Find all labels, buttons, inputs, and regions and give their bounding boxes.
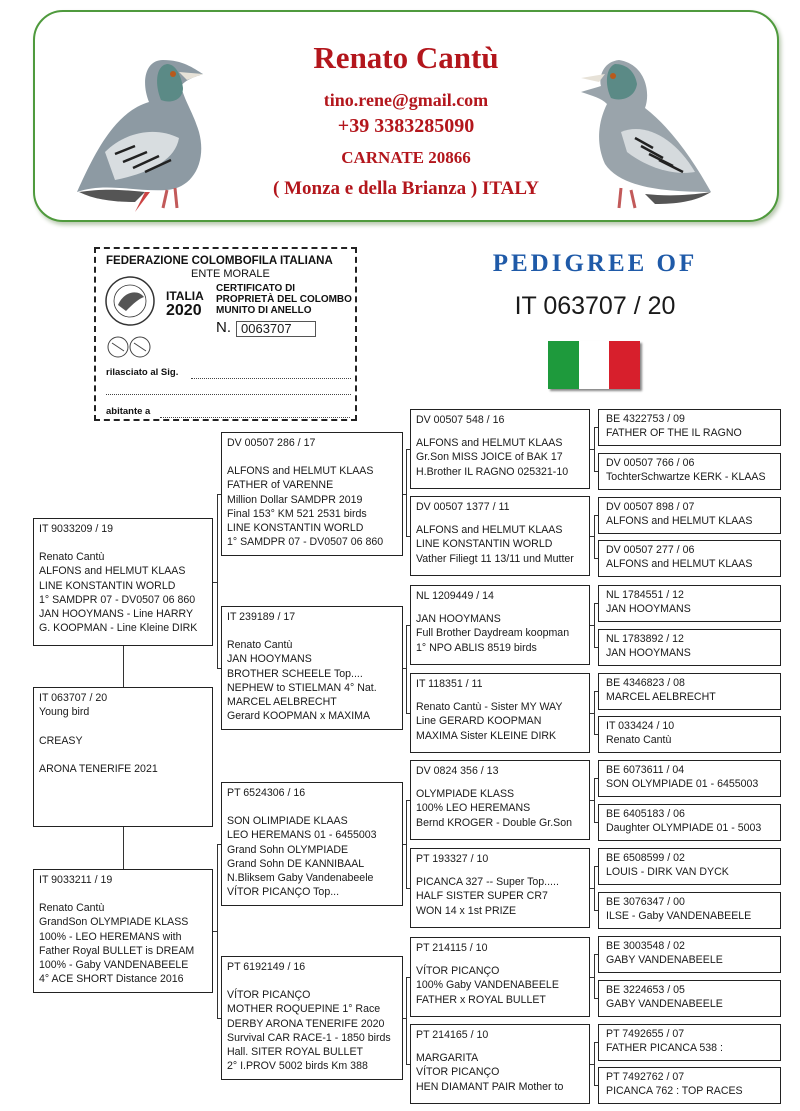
sire-line: 1° SAMDPR 07 - DV0507 06 860 <box>39 593 196 606</box>
subject-line <box>39 748 207 762</box>
great-grandparent-ring: DV 00507 1377 / 11 <box>416 501 510 513</box>
issued-to-line <box>191 378 351 379</box>
ancestor-ring: DV 00507 898 / 07 <box>606 501 695 513</box>
ancestor-line: JAN HOOYMANS <box>606 603 691 616</box>
great-grandparent-box <box>410 673 590 753</box>
grandparent-line: Gerard KOOPMAN x MAXIMA <box>227 710 371 723</box>
great-grandparent-line: HEN DIAMANT PAIR Mother to <box>416 1080 564 1093</box>
grandparent-ring: PT 6192149 / 16 <box>227 961 306 973</box>
grandparent-box <box>221 432 403 556</box>
great-grandparent-ring: NL 1209449 / 14 <box>416 590 494 602</box>
sire-box <box>33 518 213 646</box>
connector-line <box>590 977 594 978</box>
great-grandparent-ring: PT 214165 / 10 <box>416 1029 489 1041</box>
connector-line <box>590 888 594 889</box>
ancestor-line: FATHER PICANCA 538 : <box>606 1042 723 1055</box>
subject-line: CREASY <box>39 734 83 747</box>
great-grandparent-line: 1° NPO ABLIS 8519 birds <box>416 641 537 654</box>
sire-line: LINE KONSTANTIN WORLD <box>39 579 176 592</box>
great-grandparent-box <box>410 496 590 576</box>
great-grandparent-line: FATHER x ROYAL BULLET <box>416 993 546 1006</box>
connector-line <box>594 427 595 471</box>
great-grandparent-line: VÍTOR PICANÇO <box>416 1066 500 1079</box>
italy-flag-icon <box>548 341 640 389</box>
connector-line <box>406 800 407 888</box>
grandparent-line: Grand Sohn DE KANNIBAAL <box>227 857 365 870</box>
cert-title-1: CERTIFICATO DI <box>216 283 296 294</box>
grandparent-line: JAN HOOYMANS <box>227 653 312 666</box>
great-grandparent-ring: PT 193327 / 10 <box>416 853 489 865</box>
connector-line <box>403 1018 406 1019</box>
cert-year: 2020 <box>166 302 202 319</box>
grandparent-line: VÍTOR PICANÇO Top... <box>227 886 340 899</box>
subject-ring: IT 063707 / 20 <box>39 692 108 704</box>
grandparent-line: MARCEL AELBRECHT <box>227 696 337 709</box>
ancestor-box <box>598 936 781 973</box>
grandparent-line: DERBY ARONA TENERIFE 2020 <box>227 1017 385 1030</box>
ancestor-line: LOUIS - DIRK VAN DYCK <box>606 866 729 879</box>
ancestor-box <box>598 673 781 710</box>
connector-line <box>594 515 595 558</box>
ancestor-line: FATHER OF THE IL RAGNO <box>606 427 742 440</box>
grandparent-line: Renato Cantù <box>227 639 293 652</box>
flag-red <box>609 341 640 389</box>
great-grandparent-box <box>410 848 590 928</box>
great-grandparent-line: ALFONS and HELMUT KLAAS <box>416 524 563 537</box>
sire-line: G. KOOPMAN - Line Kleine DIRK <box>39 622 198 635</box>
ancestor-ring: DV 00507 277 / 06 <box>606 544 695 556</box>
grandparent-line: FATHER of VARENNE <box>227 479 334 492</box>
grandparent-line: LINE KONSTANTIN WORLD <box>227 522 364 535</box>
grandparent-line: NEPHEW to STIELMAN 4° Nat. <box>227 681 377 694</box>
great-grandparent-box <box>410 937 590 1017</box>
grandparent-line: Final 153° KM 521 2531 birds <box>227 507 367 520</box>
ancestor-ring: NL 1783892 / 12 <box>606 633 684 645</box>
ancestor-box <box>598 892 781 929</box>
header-banner <box>33 10 779 222</box>
ancestor-line: SON OLYMPIADE 01 - 6455003 <box>606 778 759 791</box>
federation-seal-icon <box>104 275 156 327</box>
great-grandparent-line: Line GERARD KOOPMAN <box>416 715 542 728</box>
connector-line <box>406 625 407 713</box>
great-grandparent-box <box>410 409 590 489</box>
grandparent-line: N.Bliksem Gaby Vandenabeele <box>227 872 374 885</box>
connector-line <box>123 827 124 869</box>
dam-line: 4° ACE SHORT Distance 2016 <box>39 973 184 986</box>
ancestor-box <box>598 409 781 446</box>
ancestor-ring: IT 033424 / 10 <box>606 720 675 732</box>
dam-box <box>33 869 213 993</box>
great-grandparent-line: OLYMPIADE KLASS <box>416 788 515 801</box>
grandparent-line: Hall. SITER ROYAL BULLET <box>227 1046 363 1059</box>
grandparent-line: ALFONS and HELMUT KLAAS <box>227 465 374 478</box>
ancestor-box <box>598 804 781 841</box>
ancestor-ring: PT 7492655 / 07 <box>606 1028 685 1040</box>
ancestor-line: TochterSchwartze KERK - KLAAS <box>606 471 766 484</box>
grandparent-box <box>221 782 403 906</box>
connector-line <box>406 449 407 536</box>
breeder-phone: +39 3383285090 <box>337 115 475 137</box>
federation-name: FEDERAZIONE COLOMBOFILA ITALIANA <box>106 255 333 267</box>
pedigree-ring-number: IT 063707 / 20 <box>514 292 676 320</box>
dam-ring: IT 9033211 / 19 <box>39 874 113 886</box>
living-at-label: abitante a <box>106 406 151 417</box>
ancestor-box <box>598 540 781 577</box>
pedigree-title: PEDIGREE OF <box>492 250 698 277</box>
ancestor-line: PICANCA 762 : TOP RACES <box>606 1085 743 1098</box>
great-grandparent-box <box>410 1024 590 1104</box>
connector-line <box>590 713 594 714</box>
dam-line: 100% - LEO HEREMANS with <box>39 930 182 943</box>
grandparent-line: LEO HEREMANS 01 - 6455003 <box>227 829 377 842</box>
sire-line: JAN HOOYMANS - Line HARRY <box>39 608 194 621</box>
great-grandparent-box <box>410 585 590 665</box>
cert-title-3: MUNITO DI ANELLO <box>216 305 312 316</box>
great-grandparent-line: MARGARITA <box>416 1052 479 1065</box>
cert-title-2: PROPRIETÀ DEL COLOMBO <box>216 294 352 305</box>
ancestor-ring: BE 6405183 / 06 <box>606 808 685 820</box>
great-grandparent-line: Renato Cantù - Sister MY WAY <box>416 701 563 714</box>
ancestor-ring: BE 6073611 / 04 <box>606 764 685 776</box>
breeder-name: Renato Cantù <box>313 40 499 75</box>
ancestor-line: ALFONS and HELMUT KLAAS <box>606 515 753 528</box>
great-grandparent-line: Bernd KROGER - Double Gr.Son <box>416 816 573 829</box>
grandparent-line: VÍTOR PICANÇO <box>227 989 311 1002</box>
sire-line: Renato Cantù <box>39 551 105 564</box>
ancestor-ring: DV 00507 766 / 06 <box>606 457 695 469</box>
address-line <box>106 394 351 395</box>
ancestor-ring: BE 4322753 / 09 <box>606 413 685 425</box>
subject-line <box>39 719 207 733</box>
grandparent-ring: PT 6524306 / 16 <box>227 787 306 799</box>
great-grandparent-line: Gr.Son MISS JOICE of BAK 17 <box>416 451 563 464</box>
ancestor-box <box>598 453 781 490</box>
subject-box <box>33 687 213 827</box>
dam-line: 100% - Gaby VANDENABEELE <box>39 959 189 972</box>
grandparent-line: Survival CAR RACE-1 - 1850 birds <box>227 1031 391 1044</box>
connector-line <box>590 800 594 801</box>
great-grandparent-line: JAN HOOYMANS <box>416 613 501 626</box>
connector-line <box>590 536 594 537</box>
ente-morale: ENTE MORALE <box>191 268 270 280</box>
connector-line <box>590 449 594 450</box>
great-grandparent-line: H.Brother IL RAGNO 025321-10 <box>416 465 569 478</box>
grandparent-line: MOTHER ROQUEPINE 1° Race <box>227 1003 381 1016</box>
connector-line <box>594 954 595 998</box>
ancestor-ring: PT 7492762 / 07 <box>606 1071 685 1083</box>
breeder-region: ( Monza e della Brianza ) ITALY <box>273 178 539 199</box>
great-grandparent-line: HALF SISTER SUPER CR7 <box>416 890 548 903</box>
connector-line <box>406 977 407 1064</box>
ancestor-line: GABY VANDENABEELE <box>606 954 723 967</box>
grandparent-line: 1° SAMDPR 07 - DV0507 06 860 <box>227 536 384 549</box>
connector-line <box>590 625 594 626</box>
connector-line <box>594 691 595 734</box>
grandparent-line: Million Dollar SAMDPR 2019 <box>227 493 363 506</box>
connector-line <box>594 866 595 910</box>
ancestor-ring: BE 3003548 / 02 <box>606 940 685 952</box>
ancestor-ring: BE 4346823 / 08 <box>606 677 685 689</box>
ancestor-ring: NL 1784551 / 12 <box>606 589 684 601</box>
grandparent-box <box>221 956 403 1080</box>
ancestor-box <box>598 1067 781 1104</box>
ancestor-line: Renato Cantù <box>606 734 672 747</box>
connector-line <box>590 1064 594 1065</box>
flag-green <box>548 341 579 389</box>
ancestor-line: ILSE - Gaby VANDENABEELE <box>606 910 752 923</box>
connector-line <box>594 603 595 647</box>
ancestor-box <box>598 980 781 1017</box>
cert-country: ITALIA <box>166 289 204 303</box>
great-grandparent-line: LINE KONSTANTIN WORLD <box>416 538 553 551</box>
great-grandparent-line: VÍTOR PICANÇO <box>416 965 500 978</box>
connector-line <box>403 844 406 845</box>
connector-line <box>594 778 595 822</box>
great-grandparent-line: 100% LEO HEREMANS <box>416 802 531 815</box>
great-grandparent-line: Full Brother Daydream koopman <box>416 627 570 640</box>
dam-line: GrandSon OLYMPIADE KLASS <box>39 916 189 929</box>
great-grandparent-line: Vather Filiegt 11 13/11 und Mutter <box>416 552 574 565</box>
dam-line: Father Royal BULLET is DREAM <box>39 944 195 957</box>
subject-line: Young bird <box>39 706 90 719</box>
grandparent-box <box>221 606 403 730</box>
ancestor-line: MARCEL AELBRECHT <box>606 691 716 704</box>
great-grandparent-line: WON 14 x 1st PRIZE <box>416 904 517 917</box>
cert-number: 0063707 <box>236 321 316 337</box>
connector-line <box>403 494 406 495</box>
ancestor-ring: BE 3224653 / 05 <box>606 984 685 996</box>
great-grandparent-line: PICANCA 327 -- Super Top..... <box>416 876 559 889</box>
great-grandparent-line: MAXIMA Sister KLEINE DIRK <box>416 729 557 742</box>
globe-logo-icon <box>106 331 152 363</box>
issued-to-label: rilasciato al Sig. <box>106 367 179 378</box>
sire-line: ALFONS and HELMUT KLAAS <box>39 565 186 578</box>
great-grandparent-ring: IT 118351 / 11 <box>416 678 483 690</box>
ancestor-line: Daughter OLYMPIADE 01 - 5003 <box>606 822 762 835</box>
ancestor-line: ALFONS and HELMUT KLAAS <box>606 558 753 571</box>
connector-line <box>213 931 217 932</box>
ancestor-box <box>598 848 781 885</box>
connector-line <box>217 494 218 668</box>
grandparent-line: SON OLIMPIADE KLAAS <box>227 815 348 828</box>
ancestor-line: JAN HOOYMANS <box>606 647 691 660</box>
subject-line: ARONA TENERIFE 2021 <box>39 763 158 776</box>
great-grandparent-ring: DV 00507 548 / 16 <box>416 414 505 426</box>
connector-line <box>403 668 406 669</box>
great-grandparent-ring: DV 0824 356 / 13 <box>416 765 499 777</box>
dam-line: Renato Cantù <box>39 902 105 915</box>
living-at-line <box>160 417 350 418</box>
breeder-city: CARNATE 20866 <box>341 148 471 167</box>
ancestor-box <box>598 716 781 753</box>
great-grandparent-box <box>410 760 590 840</box>
ancestor-line: GABY VANDENABEELE <box>606 998 723 1011</box>
grandparent-ring: IT 239189 / 17 <box>227 611 296 623</box>
ancestor-box <box>598 585 781 622</box>
flag-white <box>579 341 610 389</box>
ancestor-box <box>598 1024 781 1061</box>
ancestor-box <box>598 629 781 666</box>
breeder-email: tino.rene@gmail.com <box>323 90 489 110</box>
grandparent-ring: DV 00507 286 / 17 <box>227 437 316 449</box>
connector-line <box>213 582 217 583</box>
ownership-certificate <box>94 247 357 421</box>
grandparent-line: Grand Sohn OLYMPIADE <box>227 843 349 856</box>
ancestor-ring: BE 3076347 / 00 <box>606 896 685 908</box>
great-grandparent-line: 100% Gaby VANDENABEELE <box>416 979 559 992</box>
great-grandparent-line: ALFONS and HELMUT KLAAS <box>416 437 563 450</box>
grandparent-line: BROTHER SCHEELE Top.... <box>227 667 363 680</box>
great-grandparent-ring: PT 214115 / 10 <box>416 942 488 954</box>
connector-line <box>594 1042 595 1085</box>
ancestor-box <box>598 497 781 534</box>
sire-ring: IT 9033209 / 19 <box>39 523 114 535</box>
ancestor-ring: BE 6508599 / 02 <box>606 852 685 864</box>
grandparent-line: 2° I.PROV 5002 birds Km 388 <box>227 1060 368 1073</box>
connector-line <box>217 844 218 1018</box>
ancestor-box <box>598 760 781 797</box>
connector-line <box>123 646 124 687</box>
cert-number-label: N. <box>216 319 231 336</box>
